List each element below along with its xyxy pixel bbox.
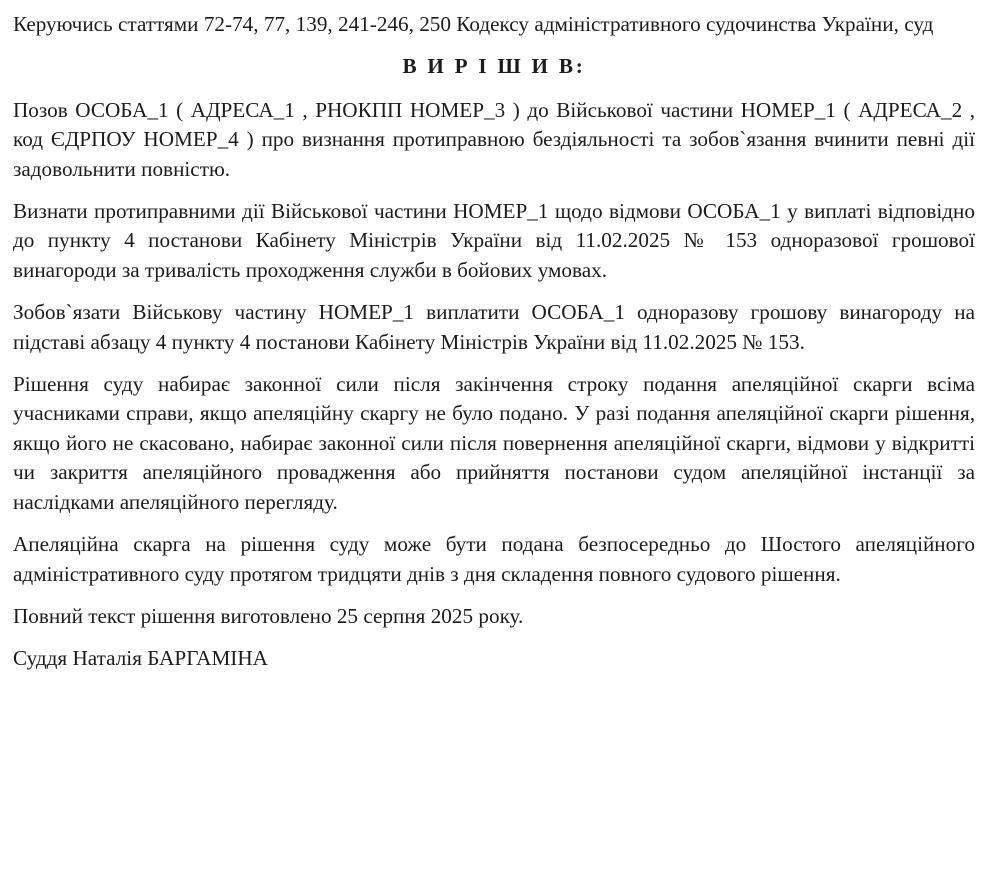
appeal-paragraph: Апеляційна скарга на рішення суду може бути подана безпосередньо до Шостого апеляційного адміністративного суду протягом тридцяти днів з дня складення повного судового рішення. (13, 532, 975, 586)
claim-paragraph: Позов ОСОБА_1 ( АДРЕСА_1 , РНОКПП НОМЕР_3 ) до Військової частини НОМЕР_1 ( АДРЕСА_2 , код ЄДРПОУ НОМЕР_4 ) про визнання протиправною бездіяльності та зобов`язання вчинити певні дії задовольнити повністю. (13, 97, 975, 181)
opening-paragraph: Керуючись статтями 72-74, 77, 139, 241-246, 250 Кодексу адміністративного судочинства України, суд (13, 12, 934, 36)
court-decision-document (13, 10, 975, 674)
judge-signature: Суддя Наталія БАРГАМІНА (13, 646, 268, 671)
legal-force-paragraph: Рішення суду набирає законної сили після закінчення строку подання апеляційної скарги всіма учасниками справи, якщо апеляційну скаргу не було подано. У разі подання апеляційної скарги рішення, якщо його не скасовано, набирає законної сили після повернення апеляційної скарги, відмови у відкритті чи закриття апеляційного провадження або прийняття постанови судом апеляційної інстанції за наслідками апеляційного перегляду. (13, 371, 975, 514)
full-text-date-paragraph: Повний текст рішення виготовлено 25 серпня 2025 року. (13, 604, 524, 629)
decision-heading: В И Р І Ш И В: (402, 54, 586, 79)
unlawful-actions-paragraph: Визнати протиправними дії Військової частини НОМЕР_1 щодо відмови ОСОБА_1 у виплаті відповідно до пункту 4 постанови Кабінету Міністрів України від 11.02.2025 № 153 одноразової грошової винагороди за тривалість проходження служби в бойових умовах. (13, 198, 975, 282)
obligation-paragraph: Зобов`язати Військову частину НОМЕР_1 виплатити ОСОБА_1 одноразову грошову винагороду на підставі абзацу 4 пункту 4 постанови Кабінету Міністрів України від 11.02.2025 № 153. (13, 300, 975, 354)
